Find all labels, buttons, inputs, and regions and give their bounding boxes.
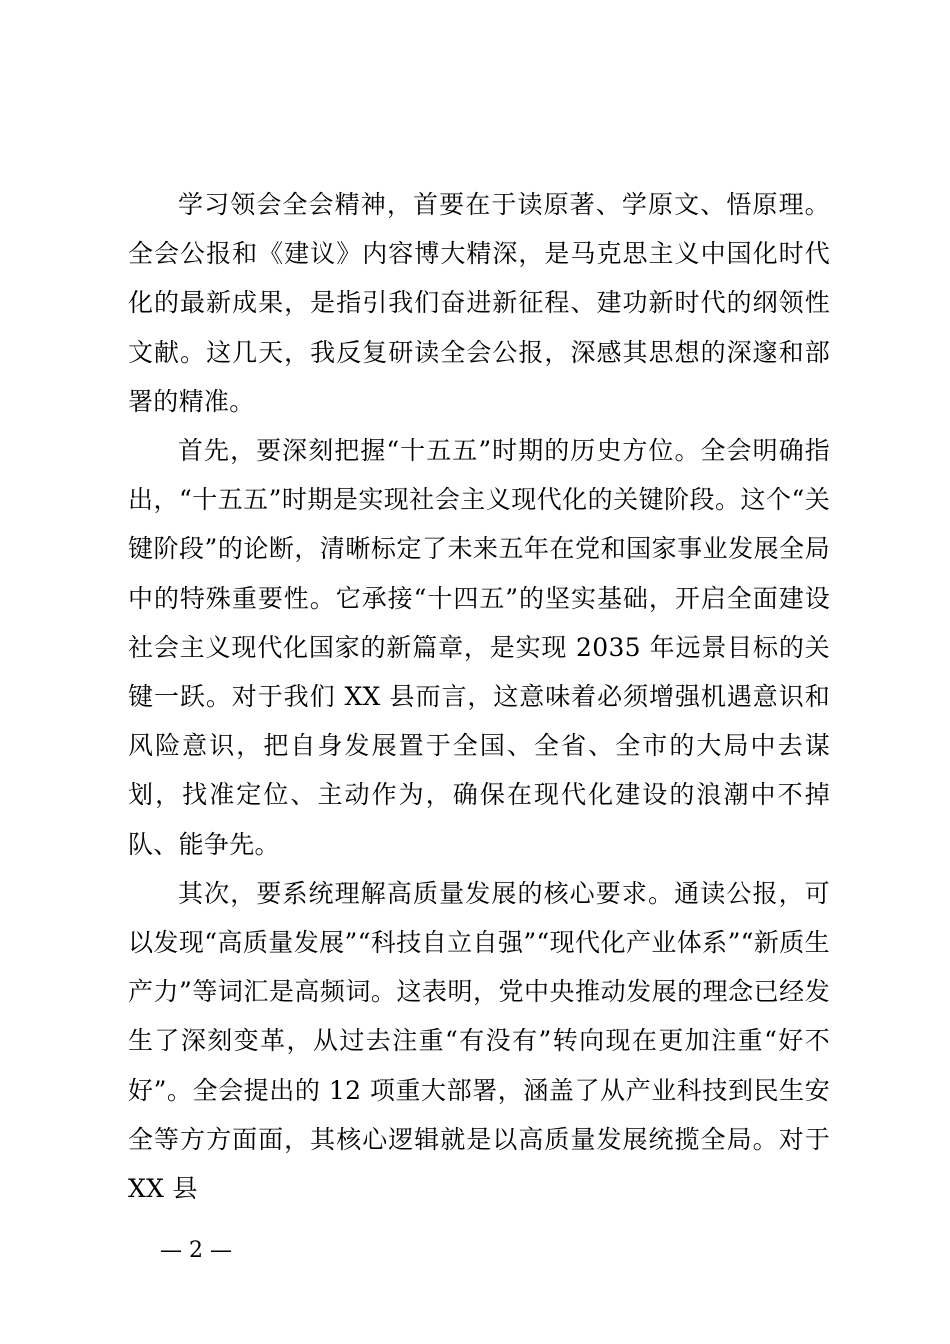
- paragraph-1: 学习领会全会精神，首要在于读原著、学原文、悟原理。全会公报和《建议》内容博大精深，是马克思主义中国化时代化的最新成果，是指引我们奋进新征程、建功新时代的纲领性文献。这几天，我反复研读全会公报，深感其思想的深邃和部署的精准。: [128, 190, 830, 416]
- paragraph-2: 首先，要深刻把握“十五五”时期的历史方位。全会明确指出，“十五五”时期是实现社会主义现代化的关键阶段。这个“关键阶段”的论断，清晰标定了未来五年在党和国家事业发展全局中的特殊重要性。它承接“十四五”的坚实基础，开启全面建设社会主义现代化国家的新篇章，是实现 2035 年远景目标的关键一跃。对于我们 XX 县而言，这意味着必须增强机遇意识和风险意识，把自身发展置于全国、全省、全市的大局中去谋划，找准定位、主动作为，确保在现代化建设的浪潮中不掉队、能争先。: [128, 436, 830, 859]
- body-text: [128, 180, 830, 1213]
- page-number: — 2 —: [160, 1238, 232, 1263]
- paragraph-3: 其次，要系统理解高质量发展的核心要求。通读公报，可以发现“高质量发展”“科技自立自强”“现代化产业体系”“新质生产力”等词汇是高频词。这表明，党中央推动发展的理念已经发生了深刻变革，从过去注重“有没有”转向现在更加注重“好不好”。全会提出的 12 项重大部署，涵盖了从产业科技到民生安全等方方面面，其核心逻辑就是以高质量发展统揽全局。对于 XX 县: [128, 878, 830, 1204]
